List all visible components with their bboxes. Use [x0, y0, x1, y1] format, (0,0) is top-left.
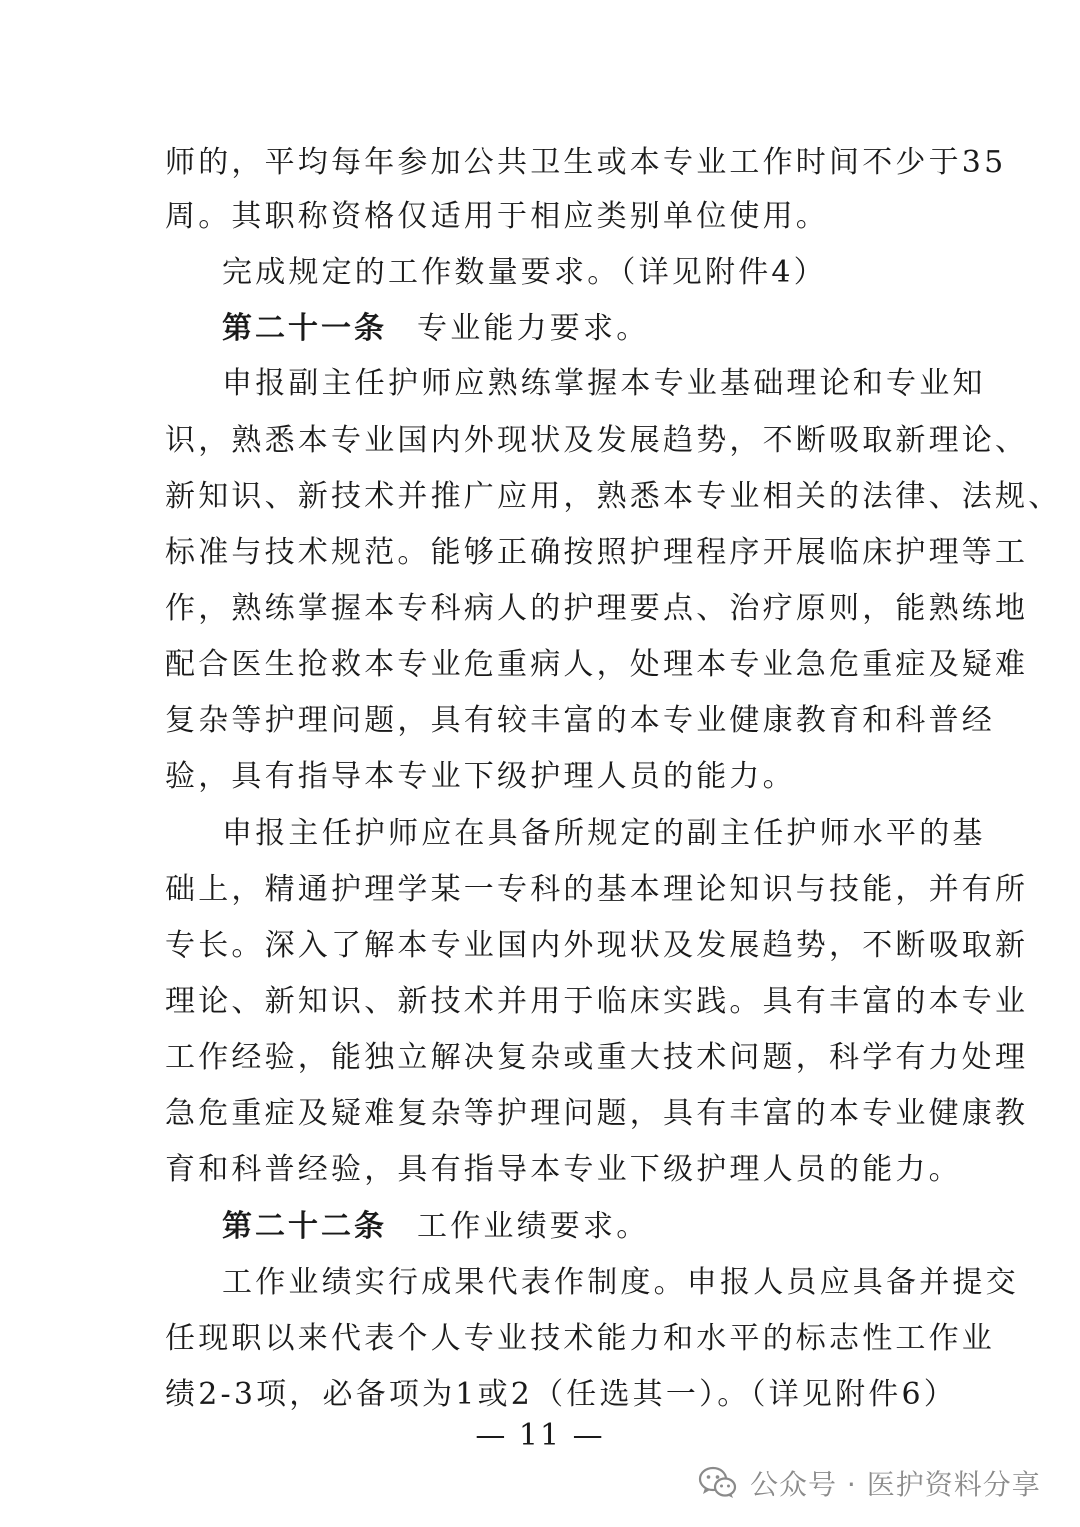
- paragraph-line: 验，具有指导本专业下级护理人员的能力。: [165, 759, 796, 794]
- paragraph-line: 任现职以来代表个人专业技术能力和水平的标志性工作业: [165, 1321, 995, 1356]
- paragraph-line: 新知识、新技术并推广应用，熟悉本专业相关的法律、法规、: [165, 479, 1062, 514]
- paragraph-line: 师的，平均每年参加公共卫生或本专业工作时间不少于35: [165, 145, 1007, 180]
- paragraph-line: 申报副主任护师应熟练掌握本专业基础理论和专业知: [222, 366, 986, 401]
- article-21-title: 专业能力要求。: [417, 311, 650, 346]
- paragraph-line: 作，熟练掌握本专科病人的护理要点、治疗原则，能熟练地: [165, 591, 1029, 626]
- article-22-number: 第二十二条: [222, 1209, 387, 1244]
- paragraph-line: 标准与技术规范。能够正确按照护理程序开展临床护理等工: [165, 535, 1029, 570]
- paragraph-line: 专长。深入了解本专业国内外现状及发展趋势，不断吸取新: [165, 928, 1029, 963]
- watermark: [698, 1458, 1041, 1508]
- wechat-icon: [698, 1466, 738, 1500]
- watermark-text: 公众号 · 医护资料分享: [750, 1468, 1041, 1501]
- paragraph-line: 理论、新知识、新技术并用于临床实践。具有丰富的本专业: [165, 984, 1029, 1019]
- paragraph-line: 绩2-3项，必备项为1或2（任选其一）。（详见附件6）: [165, 1377, 957, 1412]
- article-22-heading-line: [222, 1209, 982, 1245]
- paragraph-line: 急危重症及疑难复杂等护理问题，具有丰富的本专业健康教: [165, 1096, 1029, 1131]
- paragraph-line: 周。其职称资格仅适用于相应类别单位使用。: [165, 199, 829, 234]
- paragraph-line: 复杂等护理问题，具有较丰富的本专业健康教育和科普经: [165, 703, 995, 738]
- paragraph-line: 完成规定的工作数量要求。（详见附件4）: [222, 255, 827, 290]
- paragraph-line: 育和科普经验，具有指导本专业下级护理人员的能力。: [165, 1152, 962, 1187]
- paragraph-line: 配合医生抢救本专业危重病人，处理本专业急危重症及疑难: [165, 647, 1029, 682]
- paragraph-line: 工作业绩实行成果代表作制度。申报人员应具备并提交: [222, 1265, 1019, 1300]
- paragraph-line: 申报主任护师应在具备所规定的副主任护师水平的基: [222, 816, 986, 851]
- page-number: — 11 —: [475, 1418, 605, 1453]
- paragraph-line: 工作经验，能独立解决复杂或重大技术问题，科学有力处理: [165, 1040, 1029, 1075]
- paragraph-line: 础上，精通护理学某一专科的基本理论知识与技能，并有所: [165, 872, 1029, 907]
- paragraph-line: 识，熟悉本专业国内外现状及发展趋势，不断吸取新理论、: [165, 423, 1029, 458]
- article-22-title: 工作业绩要求。: [417, 1209, 650, 1244]
- article-21-number: 第二十一条: [222, 311, 387, 346]
- article-21-heading-line: [222, 311, 982, 347]
